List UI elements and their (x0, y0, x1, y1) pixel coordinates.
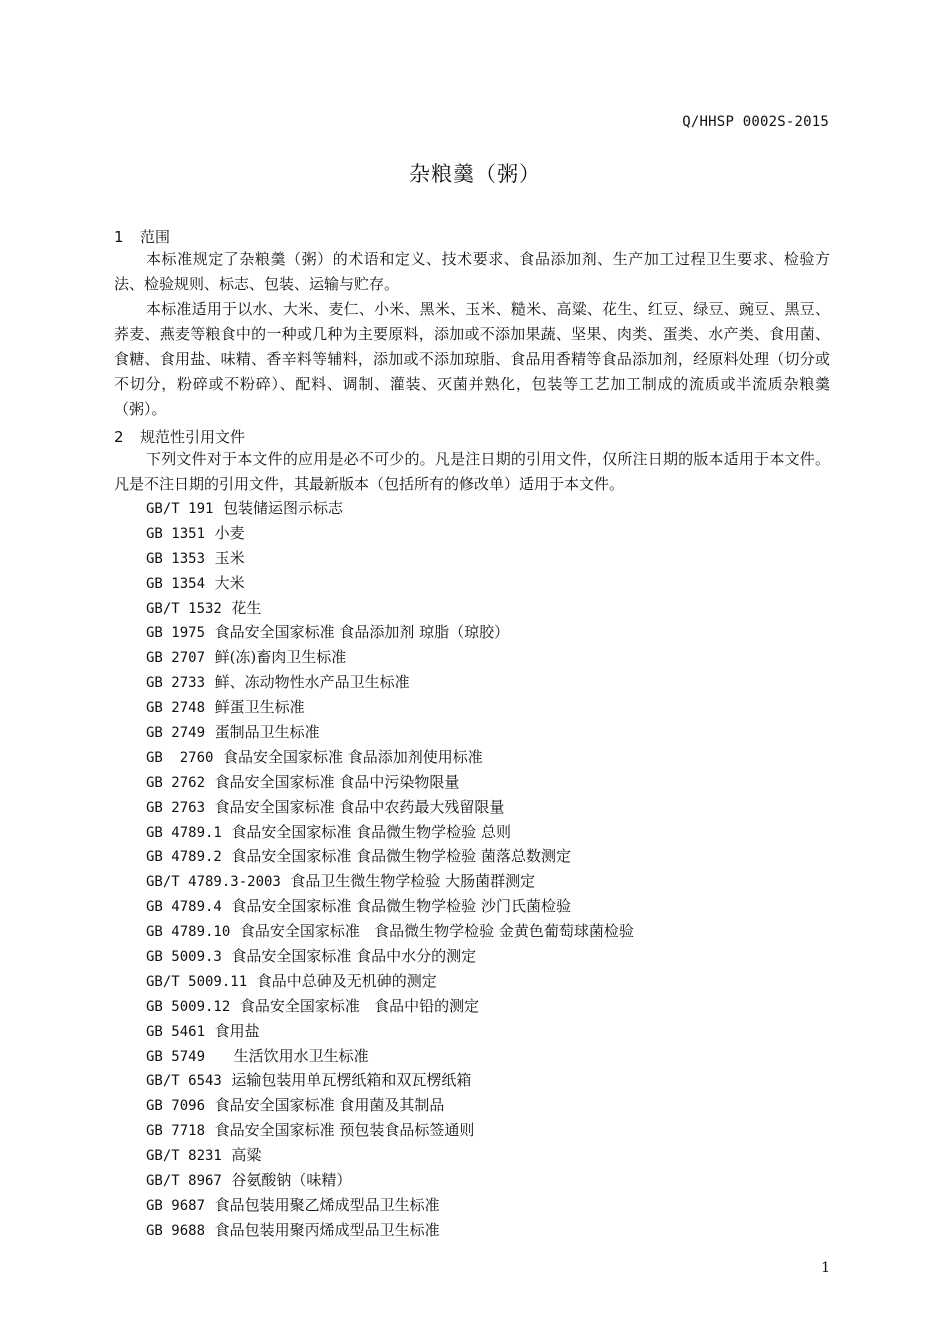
reference-code: GB/T 6543 (146, 1073, 222, 1090)
reference-code: GB 7096 (146, 1098, 206, 1115)
reference-title: 小麦 (214, 523, 245, 542)
reference-title: 食品安全国家标准 食品添加剂使用标准 (222, 747, 483, 766)
reference-gap (205, 1047, 234, 1065)
reference-gap (205, 1196, 215, 1214)
reference-item (146, 546, 634, 571)
reference-title: 食品安全国家标准 食品中污染物限量 (214, 772, 460, 791)
reference-code: GB 2749 (146, 725, 206, 742)
reference-code: GB 4789.2 (146, 849, 222, 866)
reference-gap (205, 623, 215, 641)
reference-code: GB 2733 (146, 675, 206, 692)
reference-gap (205, 1221, 215, 1239)
reference-title: 食品卫生微生物学检验 大肠菌群测定 (290, 872, 536, 891)
reference-item (146, 521, 634, 546)
reference-code: GB/T 1532 (146, 600, 222, 617)
reference-gap (281, 872, 291, 890)
reference-title: 运输包装用单瓦楞纸箱和双瓦楞纸箱 (231, 1071, 472, 1090)
reference-item (146, 1044, 634, 1069)
reference-gap (222, 897, 232, 915)
document-title: 杂粮羹（粥） (409, 162, 541, 186)
reference-item (146, 1193, 634, 1218)
reference-item (146, 969, 634, 994)
reference-code: GB/T 8967 (146, 1173, 222, 1190)
reference-item (146, 994, 634, 1019)
reference-code: GB 5749 (146, 1048, 206, 1065)
reference-title: 鲜蛋卫生标准 (214, 698, 305, 717)
reference-title: 包装储运图示标志 (222, 499, 343, 517)
section-1-paragraph-2: 本标准适用于以水、大米、麦仁、小米、黑米、玉米、糙米、高粱、花生、红豆、绿豆、豌豆、黑豆、荞麦、燕麦等粮食中的一种或几种为主要原料，添加或不添加果蔬、坚果、肉类、蛋类、水产类、食用菌、食糖、食用盐、味精、香辛料等辅料，添加或不添加琼脂、食品用香精等食品添加剂，经原料处理（切分或不切分，粉碎或不粉碎）、配料、调制、灌装、灭菌并熟化，包装等工艺加工制成的流质或半流质杂粮羹（粥）。 (114, 300, 830, 418)
reference-gap (230, 922, 240, 940)
reference-title: 食品中总砷及无机砷的测定 (256, 971, 437, 990)
reference-gap (222, 1146, 232, 1164)
reference-title: 鲜、冻动物性水产品卫生标准 (214, 673, 410, 692)
reference-title: 食品安全国家标准 食品中铅的测定 (239, 996, 480, 1015)
reference-item (146, 869, 634, 894)
reference-title: 食品安全国家标准 食用菌及其制品 (214, 1096, 445, 1115)
reference-item (146, 620, 634, 645)
reference-code: GB/T 8231 (146, 1148, 222, 1165)
reference-title: 食品安全国家标准 食品微生物学检验 菌落总数测定 (231, 847, 571, 866)
reference-item (146, 745, 634, 770)
reference-code: GB 5009.3 (146, 949, 222, 966)
reference-gap (205, 1121, 215, 1139)
section-2-heading (114, 426, 245, 447)
reference-item (146, 1019, 634, 1044)
reference-title: 蛋制品卫生标准 (214, 723, 320, 742)
reference-list (146, 496, 634, 1243)
reference-item (146, 1218, 634, 1243)
reference-code: GB 1353 (146, 550, 206, 567)
reference-item (146, 1168, 634, 1193)
reference-code: GB 2707 (146, 650, 206, 667)
reference-title: 食品安全国家标准 食品中农药最大残留限量 (214, 797, 505, 816)
reference-item (146, 919, 634, 944)
reference-item (146, 844, 634, 869)
reference-item (146, 1068, 634, 1093)
reference-gap (213, 748, 223, 766)
reference-gap (222, 847, 232, 865)
section-2-title: 规范性引用文件 (140, 428, 246, 446)
reference-gap (205, 574, 215, 592)
reference-code: GB 2760 (146, 749, 214, 766)
reference-gap (205, 524, 215, 542)
reference-gap (213, 499, 223, 517)
reference-gap (205, 798, 215, 816)
reference-code: GB 9687 (146, 1197, 206, 1214)
reference-title: 高粱 (231, 1146, 262, 1165)
reference-gap (205, 1096, 215, 1114)
reference-item (146, 695, 634, 720)
reference-code: GB 2748 (146, 700, 206, 717)
section-1-paragraph-1: 本标准规定了杂粮羹（粥）的术语和定义、技术要求、食品添加剂、生产加工过程卫生要求、检验方法、检验规则、标志、包装、运输与贮存。 (114, 250, 830, 293)
reference-title: 食品安全国家标准 食品添加剂 琼脂（琼胶） (214, 623, 510, 642)
reference-item (146, 1143, 634, 1168)
section-2-paragraph: 下列文件对于本文件的应用是必不可少的。凡是注日期的引用文件，仅所注日期的版本适用于本文件。凡是不注日期的引用文件，其最新版本（包括所有的修改单）适用于本文件。 (114, 450, 830, 493)
reference-title: 食品包装用聚乙烯成型品卫生标准 (214, 1195, 440, 1214)
reference-code: GB 4789.4 (146, 899, 222, 916)
reference-gap (205, 773, 215, 791)
reference-code: GB 2763 (146, 799, 206, 816)
section-1-title: 范围 (140, 228, 171, 246)
reference-title: 谷氨酸钠（味精） (231, 1171, 352, 1190)
reference-title: 食品安全国家标准 预包装食品标签通则 (214, 1121, 475, 1140)
reference-gap (222, 599, 232, 617)
section-1-heading (114, 226, 170, 247)
page-number: 1 (821, 1260, 830, 1276)
reference-title: 食品安全国家标准 食品微生物学检验 总则 (231, 822, 511, 841)
reference-gap (222, 1071, 232, 1089)
reference-code: GB 9688 (146, 1222, 206, 1239)
reference-gap (222, 823, 232, 841)
reference-item (146, 944, 634, 969)
reference-item (146, 795, 634, 820)
reference-title: 食品安全国家标准 食品微生物学检验 金黄色葡萄球菌检验 (239, 922, 634, 941)
reference-title: 大米 (214, 573, 245, 592)
reference-gap (205, 723, 215, 741)
reference-title: 食用盐 (214, 1021, 260, 1040)
reference-code: GB 5461 (146, 1023, 206, 1040)
section-2-number: 2 (114, 428, 124, 446)
reference-gap (222, 947, 232, 965)
reference-title: 花生 (231, 598, 262, 617)
section-1-number: 1 (114, 228, 124, 246)
reference-gap (247, 972, 257, 990)
reference-code: GB/T 191 (146, 501, 214, 517)
reference-code: GB/T 5009.11 (146, 973, 248, 990)
reference-item (146, 820, 634, 845)
reference-code: GB 4789.1 (146, 824, 222, 841)
reference-code: GB 2762 (146, 774, 206, 791)
reference-gap (205, 673, 215, 691)
reference-item (146, 770, 634, 795)
reference-title: 食品包装用聚丙烯成型品卫生标准 (214, 1220, 440, 1239)
reference-code: GB 1351 (146, 525, 206, 542)
reference-title: 生活饮用水卫生标准 (233, 1046, 369, 1065)
reference-gap (222, 1171, 232, 1189)
reference-item (146, 1118, 634, 1143)
reference-item (146, 720, 634, 745)
reference-code: GB 7718 (146, 1123, 206, 1140)
reference-item (146, 645, 634, 670)
reference-code: GB 1975 (146, 625, 206, 642)
reference-title: 鲜(冻)畜肉卫生标准 (214, 648, 347, 667)
reference-item (146, 571, 634, 596)
standard-code: Q/HHSP 0002S-2015 (682, 114, 829, 130)
reference-title: 食品安全国家标准 食品微生物学检验 沙门氏菌检验 (231, 897, 571, 916)
reference-gap (205, 698, 215, 716)
reference-code: GB 1354 (146, 575, 206, 592)
reference-code: GB/T 4789.3-2003 (146, 874, 281, 891)
reference-title: 食品安全国家标准 食品中水分的测定 (231, 947, 477, 966)
reference-gap (205, 648, 215, 666)
reference-item (146, 496, 634, 521)
reference-gap (230, 997, 240, 1015)
reference-title: 玉米 (214, 548, 245, 567)
reference-code: GB 4789.10 (146, 924, 231, 941)
reference-item (146, 596, 634, 621)
reference-item (146, 670, 634, 695)
reference-code: GB 5009.12 (146, 998, 231, 1015)
reference-gap (205, 549, 215, 567)
reference-item (146, 1093, 634, 1118)
reference-gap (205, 1022, 215, 1040)
reference-item (146, 894, 634, 919)
